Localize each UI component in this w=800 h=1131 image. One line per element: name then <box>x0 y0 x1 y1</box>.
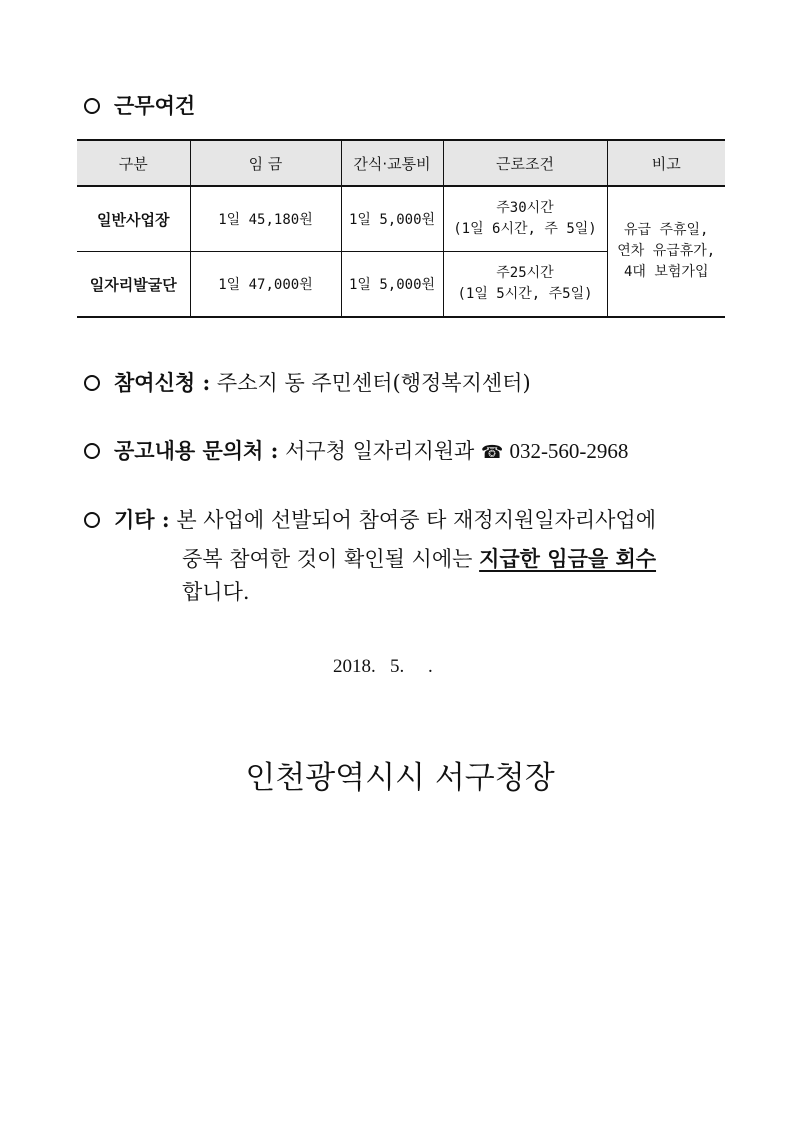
circle-bullet-icon <box>84 512 100 528</box>
other-line-2-text: 중복 참여한 것이 확인될 시에는 <box>182 547 473 571</box>
other-line-1: 본 사업에 선발되어 참여중 타 재정지원일자리사업에 <box>176 508 656 532</box>
inquiry-phone: 032-560-2968 <box>509 439 629 463</box>
section-inquiry <box>84 440 628 462</box>
row-allowance: 1일 5,000원 <box>341 186 443 252</box>
section-work-conditions <box>84 95 195 117</box>
other-line-2 <box>182 543 656 573</box>
inquiry-office: 서구청 일자리지원과 <box>285 439 475 463</box>
row-hours <box>443 186 607 252</box>
hours-weekly: 주30시간 <box>496 200 554 216</box>
other-label: 기타 : <box>114 507 170 532</box>
section-other <box>84 509 656 531</box>
circle-bullet-icon <box>84 98 100 114</box>
hours-detail: (1일 5시간, 주5일) <box>457 286 593 302</box>
header-wage: 임 금 <box>190 140 341 186</box>
table-header-row <box>77 140 725 186</box>
row-wage: 1일 47,000원 <box>190 252 341 318</box>
row-category: 일반사업장 <box>77 186 190 252</box>
wage-recovery-emphasis: 지급한 임금을 회수 <box>479 546 657 571</box>
table-row <box>77 186 725 252</box>
inquiry-label: 공고내용 문의처 : <box>114 438 279 463</box>
section-application <box>84 372 531 394</box>
circle-bullet-icon <box>84 443 100 459</box>
section-heading: 근무여건 <box>114 93 196 118</box>
remark-line: 연차 유급휴가, <box>617 243 716 259</box>
other-line-3: 합니다. <box>182 580 250 604</box>
header-remarks: 비고 <box>607 140 725 186</box>
application-label: 참여신청 : <box>114 370 211 395</box>
hours-detail: (1일 6시간, 주 5일) <box>453 221 597 237</box>
row-category: 일자리발굴단 <box>77 252 190 318</box>
header-category: 구분 <box>77 140 190 186</box>
application-text: 주소지 동 주민센터(행정복지센터) <box>216 371 531 395</box>
row-allowance: 1일 5,000원 <box>341 252 443 318</box>
hours-weekly: 주25시간 <box>496 265 554 281</box>
header-allowance: 간식·교통비 <box>341 140 443 186</box>
header-working-hours: 근로조건 <box>443 140 607 186</box>
issuer-signature: 인천광역시시 서구청장 <box>245 760 555 796</box>
document-date: 2018. 5. . <box>333 656 433 677</box>
row-hours <box>443 252 607 318</box>
phone-icon: ☎ <box>481 442 504 463</box>
circle-bullet-icon <box>84 375 100 391</box>
remarks-cell <box>607 186 725 317</box>
remark-line: 4대 보험가입 <box>624 264 709 280</box>
row-wage: 1일 45,180원 <box>190 186 341 252</box>
remark-line: 유급 주휴일, <box>624 222 709 238</box>
work-conditions-table <box>77 139 725 318</box>
